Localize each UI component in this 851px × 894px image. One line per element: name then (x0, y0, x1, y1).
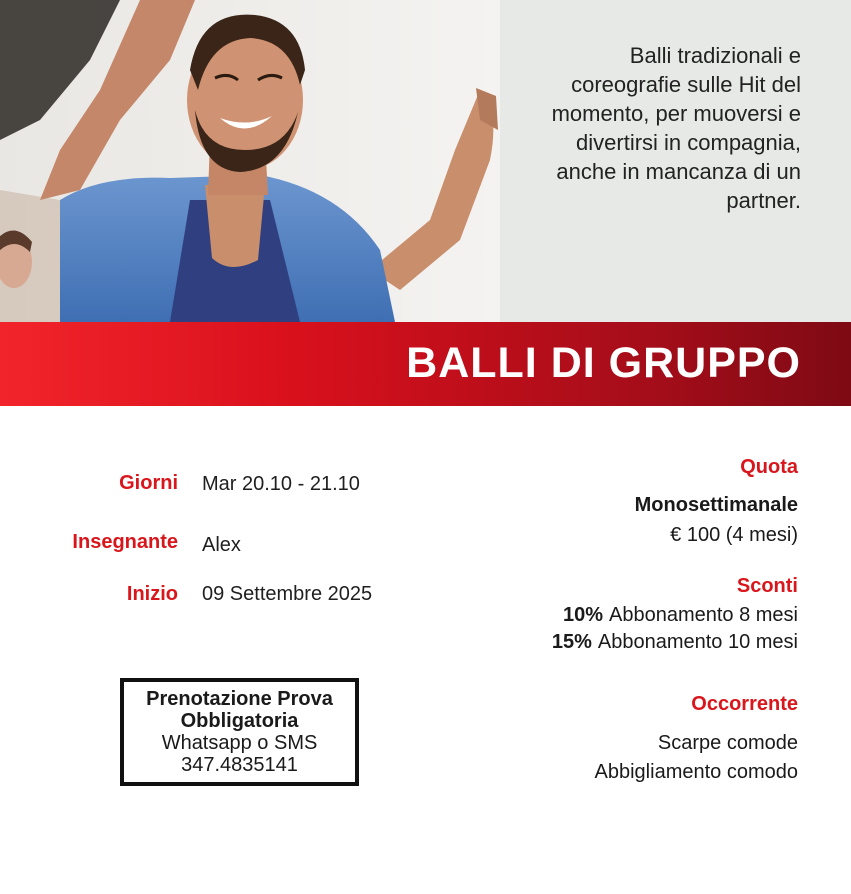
sconto-item (563, 604, 798, 627)
giorni-label: Giorni (119, 472, 178, 494)
quota-price: € 100 (4 mesi) (670, 524, 798, 546)
insegnante-label: Insegnante (72, 531, 178, 553)
inizio-label: Inizio (126, 583, 178, 605)
giorni-value: Mar 20.10 - 21.10 (202, 473, 360, 495)
booking-line1: Prenotazione Prova (146, 688, 333, 710)
sconto-text: Abbonamento 10 mesi (597, 631, 798, 653)
insegnante-value: Alex (202, 534, 241, 556)
course-title: BALLI DI GRUPPO (406, 339, 801, 387)
intro-panel (500, 0, 851, 322)
occorrente-item: Abbigliamento comodo (594, 761, 798, 783)
quota-label: Quota (740, 456, 798, 478)
sconto-text: Abbonamento 8 mesi (608, 604, 798, 626)
intro-description: Balli tradizionali e coreografie sulle Hit del momento, per muoversi e divertirsi in compagnia, anche in mancanza di un partner. (551, 43, 801, 213)
occorrente-label: Occorrente (691, 693, 798, 715)
booking-box (120, 678, 359, 786)
booking-line2: Obbligatoria (180, 710, 299, 732)
title-banner (0, 322, 851, 406)
occorrente-item: Scarpe comode (657, 732, 798, 754)
sconti-label: Sconti (736, 575, 798, 597)
sconto-pct: 10% (562, 604, 603, 626)
instructor-photo (0, 0, 500, 322)
sconto-item (552, 631, 798, 654)
sconto-pct: 15% (551, 631, 592, 653)
inizio-value: 09 Settembre 2025 (202, 583, 373, 605)
booking-phone: 347.4835141 (181, 754, 298, 776)
booking-line3: Whatsapp o SMS (161, 732, 318, 754)
quota-plan: Monosettimanale (634, 494, 798, 516)
instructor-illustration (0, 0, 500, 322)
